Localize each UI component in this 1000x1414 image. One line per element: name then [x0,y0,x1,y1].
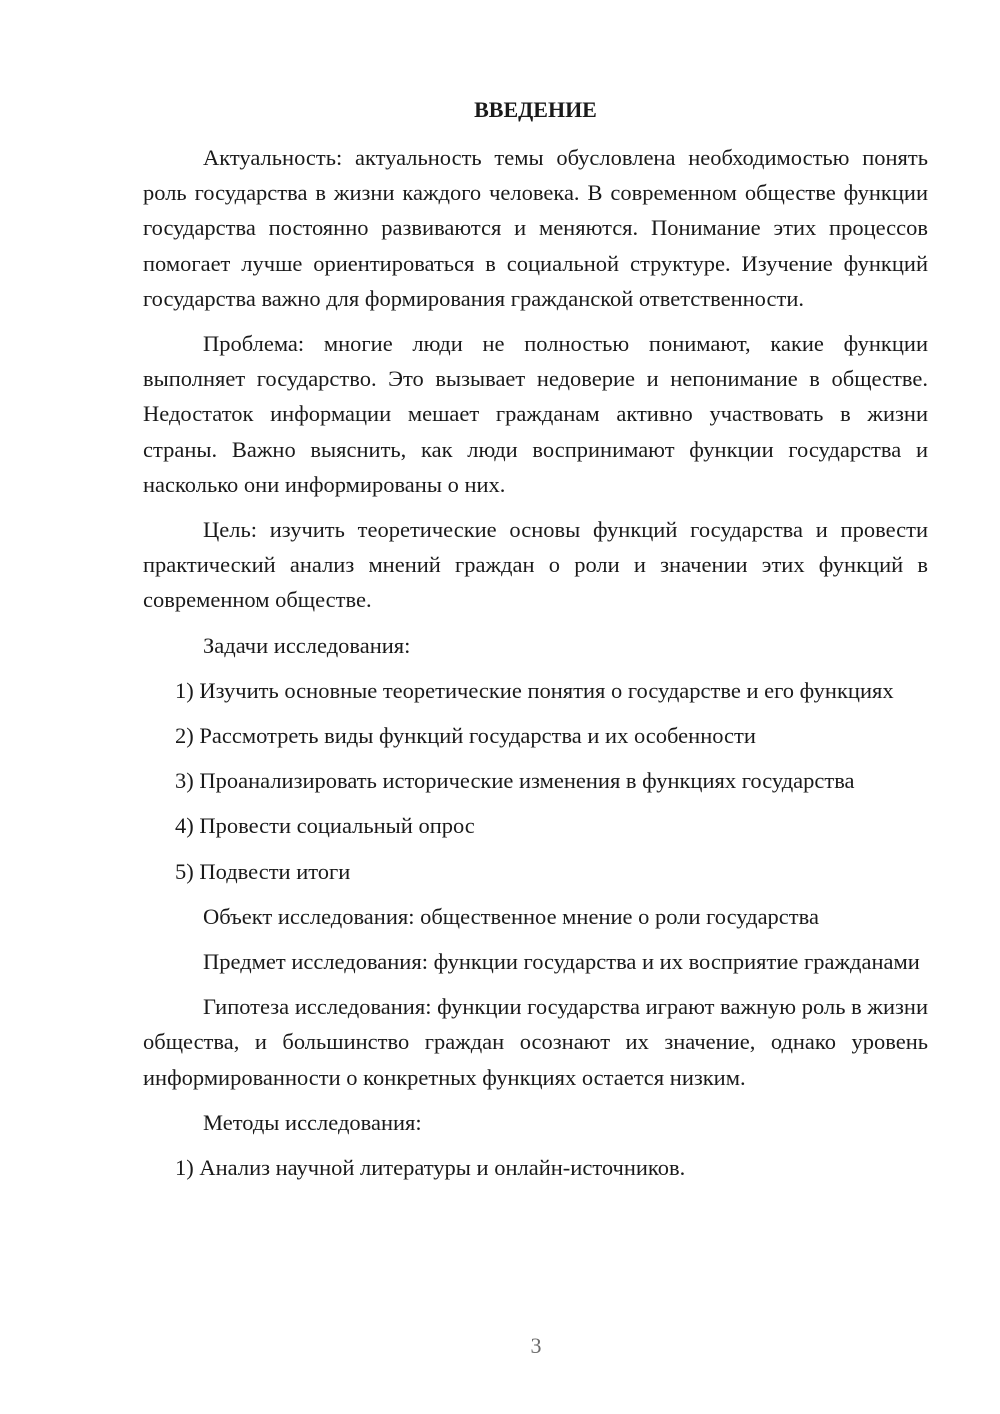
method-item-1: 1) Анализ научной литературы и онлайн-источников. [175,1155,686,1181]
subject-paragraph: Предмет исследования: функции государства и их восприятие гражданами [203,949,920,975]
goal-paragraph: Цель: изучить теоретические основы функций государства и провести практический анализ мнений граждан о роли и значении этих функций в современном обществе. [143,517,928,613]
methods-label: Методы исследования: [203,1109,422,1135]
page-number: 3 [530,1333,542,1358]
tasks-label: Задачи исследования: [203,632,411,658]
document-page [143,92,928,1195]
task-item-2: 2) Рассмотреть виды функций государства и их особенности [175,723,756,749]
task-item-5: 5) Подвести итоги [175,858,351,884]
task-item-1: 1) Изучить основные теоретические понятия о государстве и его функциях [175,677,894,703]
problem-paragraph: Проблема: многие люди не полностью понимают, какие функции выполняет государство. Это вызывает недоверие и непонимание в обществе. Недостаток информации мешает гражданам активно участвовать в жизни страны. Важно выяснить, как люди воспринимают функции государства и насколько они информированы о них. [143,331,928,497]
section-title: ВВЕДЕНИЕ [474,97,597,122]
relevance-paragraph: Актуальность: актуальность темы обусловлена необходимостью понять роль государства в жизни каждого человека. В современном обществе функции государства постоянно развиваются и меняются. Понимание этих процессов помогает лучше ориентироваться в социальной структуре. Изучение функций государства важно для формирования гражданской ответственности. [143,145,928,311]
hypothesis-paragraph: Гипотеза исследования: функции государства играют важную роль в жизни общества, и большинство граждан осознают их значение, однако уровень информированности о конкретных функциях остается низким. [143,994,928,1090]
task-item-3: 3) Проанализировать исторические изменения в функциях государства [175,768,855,794]
task-item-4: 4) Провести социальный опрос [175,813,475,839]
object-paragraph: Объект исследования: общественное мнение о роли государства [203,903,819,929]
